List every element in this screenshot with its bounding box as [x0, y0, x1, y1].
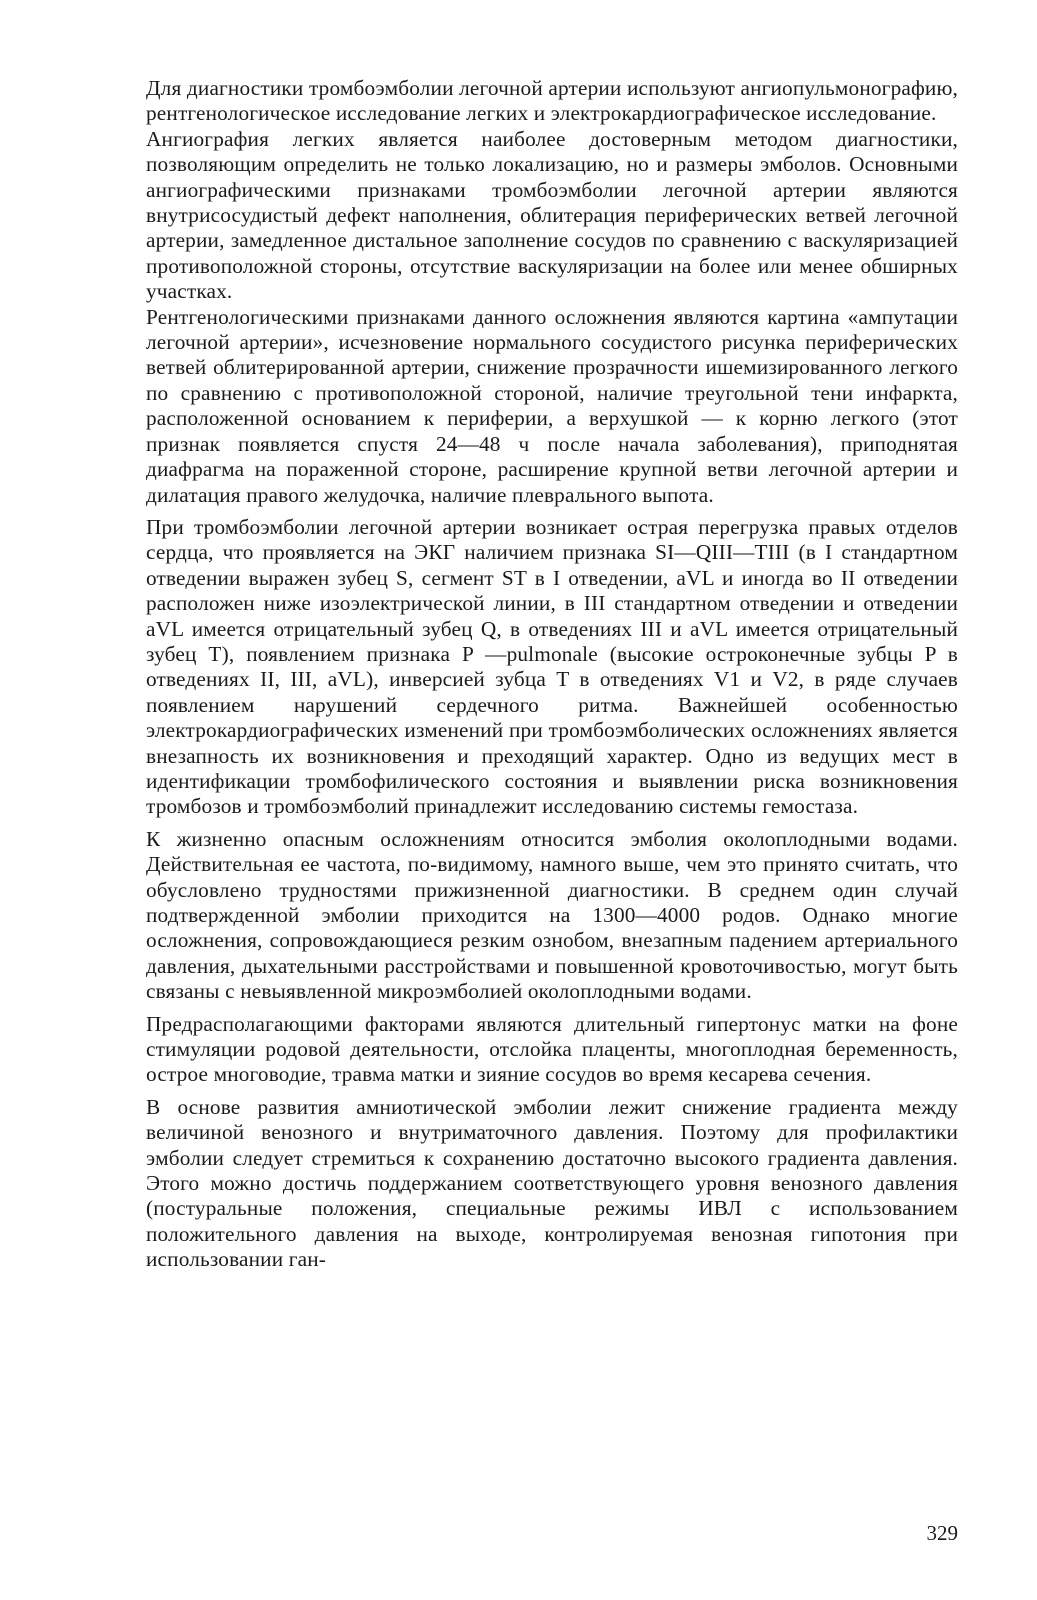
paragraph-angiography: Ангиография легких является наиболее достоверным методом диагностики, позволяющим определить не только локализацию, но и размеры эмболов. Основными ангиографическими признаками тромбоэмболии легочной артерии являются внутрисосудистый дефект наполнения, облитерация периферических ветвей легочной артерии, замедленное дистальное заполнение сосудов по сравнению с васкуляризацией противоположной стороны, отсутствие васкуляризации на более или менее обширных участках.	[146, 126, 958, 304]
page-number: 329	[926, 1521, 958, 1545]
paragraph-risk-factors: Предрасполагающими факторами являются длительный гипертонус матки на фоне стимуляции родовой деятельности, отслойка плаценты, многоплодная беременность, острое многоводие, травма матки и зияние сосудов во время кесарева сечения.	[146, 1011, 958, 1087]
paragraph-ecg: При тромбоэмболии легочной артерии возникает острая перегрузка правых отделов сердца, что проявляется на ЭКГ наличием признака SI—QIII—TIII (в I стандартном отведении выражен зубец S, сегмент ST в I отведении, aVL и иногда во II отведении расположен ниже изоэлектрической линии, в III стандартном отведении и отведении aVL имеется отрицательный зубец Q, в отведениях III и aVL имеется отрицательный зубец T), появлением признака P —pulmonale (высокие остроконечные зубцы P в отведениях II, III, aVL), инверсией зубца T в отведениях V1 и V2, в ряде случаев появлением нарушений сердечного ритма. Важнейшей особенностью электрокардиографических изменений при тромбоэмболических осложнениях является внезапность их возникновения и преходящий характер. Одно из ведущих мест в идентификации тромбофилического состояния и выявлении риска возникновения тромбозов и тромбоэмболий принадлежит исследованию системы гемостаза.	[146, 514, 958, 819]
document-page	[146, 76, 958, 1576]
paragraph-amniotic-embolism: К жизненно опасным осложнениям относится эмболия околоплодными водами. Действительная ее частота, по-видимому, намного выше, чем это принято считать, что обусловлено трудностями прижизненной диагностики. В среднем один случай подтвержденной эмболии приходится на 1300—4000 родов. Однако многие осложнения, сопровождающиеся резким ознобом, внезапным падением артериального давления, дыхательными расстройствами и повышенной кровоточивостью, могут быть связаны с невыявленной микроэмболией околоплодными водами.	[146, 826, 958, 1004]
paragraph-pathogenesis: В основе развития амниотической эмболии лежит снижение градиента между величиной венозного и внутриматочного давления. Поэтому для профилактики эмболии следует стремиться к сохранению достаточно высокого градиента давления. Этого можно достичь поддержанием соответствующего уровня венозного давления (постуральные положения, специальные режимы ИВЛ с использованием положительного давления на выходе, контролируемая венозная гипотония при использовании ган-	[146, 1094, 958, 1272]
paragraph-diagnostics: Для диагностики тромбоэмболии легочной артерии используют ангиопульмонографию, рентгенологическое исследование легких и электрокардиографическое исследование.	[146, 76, 958, 126]
paragraph-radiology: Рентгенологическими признаками данного осложнения являются картина «ампутации легочной артерии», исчезновение нормального сосудистого рисунка периферических ветвей облитерированной артерии, снижение прозрачности ишемизированного легкого по сравнению с противоположной стороной, наличие треугольной тени инфаркта, расположенной основанием к периферии, а верхушкой — к корню легкого (этот признак появляется спустя 24—48 ч после начала заболевания), приподнятая диафрагма на пораженной стороне, расширение крупной ветви легочной артерии и дилатация правого желудочка, наличие плеврального выпота.	[146, 304, 958, 507]
